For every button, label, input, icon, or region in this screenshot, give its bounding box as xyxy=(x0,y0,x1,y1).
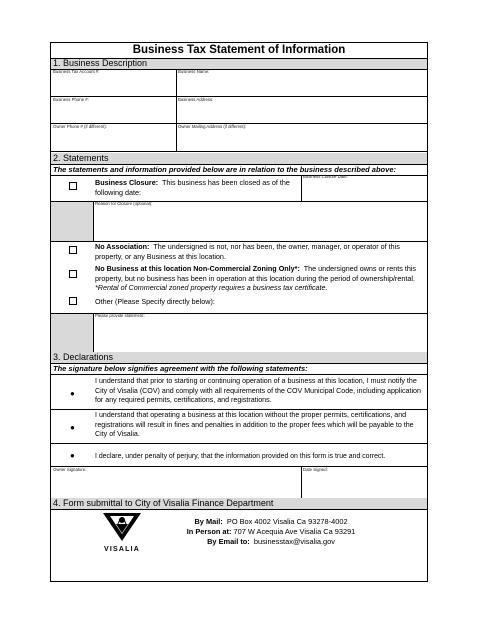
section-1-header: 1. Business Description xyxy=(51,58,427,69)
business-closure-text xyxy=(95,178,299,197)
owner-mailing-label: Owner Mailing Address (if different): xyxy=(178,124,247,129)
owner-signature-label: Owner Signature: xyxy=(53,467,87,472)
closure-date-field[interactable] xyxy=(301,175,427,201)
tax-account-label: Business Tax Account #: xyxy=(53,69,100,74)
business-address-field[interactable] xyxy=(176,96,427,123)
tax-account-field[interactable] xyxy=(51,69,176,96)
declaration-2-bullet: ● xyxy=(70,423,75,432)
declarations-intro: The signature below signifies agreement with the following statements: xyxy=(53,364,308,373)
in-person-line xyxy=(171,527,371,537)
no-association-text xyxy=(95,242,425,261)
no-business-checkbox[interactable] xyxy=(69,270,77,278)
in-person-label: In Person at: xyxy=(186,527,232,536)
mail-line xyxy=(171,517,371,527)
no-association-description: The undersigned is not, nor has been, the owner, manager, or operator of this property, or any Business at this location. xyxy=(95,242,400,261)
reason-for-closure-label: Reason for Closure (optional): xyxy=(95,201,153,206)
business-closure-title: Business Closure: xyxy=(95,178,159,187)
logo-wordmark: VISALIA xyxy=(103,546,141,553)
no-business-text xyxy=(95,264,425,293)
mail-label: By Mail: xyxy=(194,517,223,526)
business-phone-label: Business Phone #: xyxy=(53,97,89,102)
owner-mailing-field[interactable] xyxy=(176,123,427,151)
closure-reason-shade xyxy=(51,201,93,241)
visalia-logo xyxy=(99,511,145,555)
section-4-header: 4. Form submittal to City of Visalia Finance Department xyxy=(51,498,427,509)
no-business-description: The undersigned owns or rents this property, but no business has been in operation at this location during the period of ownership/rental. xyxy=(95,264,417,283)
form-title: Business Tax Statement of Information xyxy=(132,44,346,56)
please-provide-label: Please provide statement: xyxy=(95,313,145,318)
no-business-title: No Business at this location Non-Commercial Zoning Only*: xyxy=(95,264,300,273)
statements-intro: The statements and information provided below are in relation to the business described above: xyxy=(53,165,396,174)
mail-address: PO Box 4002 Visalia Ca 93278-4002 xyxy=(226,517,348,526)
no-business-note: *Rental of Commercial zoned property requires a business tax certificate. xyxy=(95,283,328,292)
business-name-field[interactable] xyxy=(176,69,427,96)
declaration-2-text: I understand that operating a business at this location without the proper permits, certifications, and registrations will result in fines and penalties in addition to the proper fees which will be payable to the City of Visalia. xyxy=(95,411,414,439)
business-closure-checkbox[interactable] xyxy=(69,182,77,190)
business-tax-form xyxy=(50,42,428,582)
section-3-header: 3. Declarations xyxy=(51,352,427,363)
no-association-checkbox[interactable] xyxy=(69,246,77,254)
business-phone-field[interactable] xyxy=(51,96,176,123)
other-statement-field[interactable] xyxy=(93,313,427,352)
declaration-1-text: I understand that prior to starting or continuing operation of a business at this location, I must notify the City of Visalia (COV) and comply with all requirements of the COV Municipal Code, including application for any required permits, certifications, and registrations. xyxy=(95,377,421,405)
section-2-header: 2. Statements xyxy=(51,153,427,164)
other-text: Other (Please Specify directly below): xyxy=(95,297,215,306)
business-address-label: Business Address: xyxy=(178,97,214,102)
business-closure-description: This business has been closed as of the following date: xyxy=(95,178,290,197)
date-signed-label: Date Signed: xyxy=(303,467,328,472)
email-address[interactable]: businesstax@visalia.gov xyxy=(253,537,335,546)
in-person-address: 707 W Acequia Ave Visalia Ca 93291 xyxy=(233,527,356,536)
owner-signature-field[interactable] xyxy=(51,466,301,498)
declaration-3-bullet: ● xyxy=(70,451,75,460)
no-association-title: No Association: xyxy=(95,242,150,251)
declaration-1-bullet: ● xyxy=(70,389,75,398)
email-label: By Email to: xyxy=(207,537,250,546)
other-checkbox[interactable] xyxy=(69,297,77,305)
declaration-3-text: I declare, under penalty of perjury, that the information provided on this form is true and correct. xyxy=(95,453,386,460)
closure-date-label: Business Closure Date: xyxy=(303,174,348,179)
other-statement-shade xyxy=(51,313,93,352)
owner-phone-field[interactable] xyxy=(51,123,176,151)
date-signed-field[interactable] xyxy=(301,466,427,498)
business-name-label: Business Name: xyxy=(178,69,210,74)
reason-for-closure-field[interactable] xyxy=(93,201,427,241)
owner-phone-label: Owner Phone # (if different): xyxy=(53,124,107,129)
email-line xyxy=(171,537,371,547)
